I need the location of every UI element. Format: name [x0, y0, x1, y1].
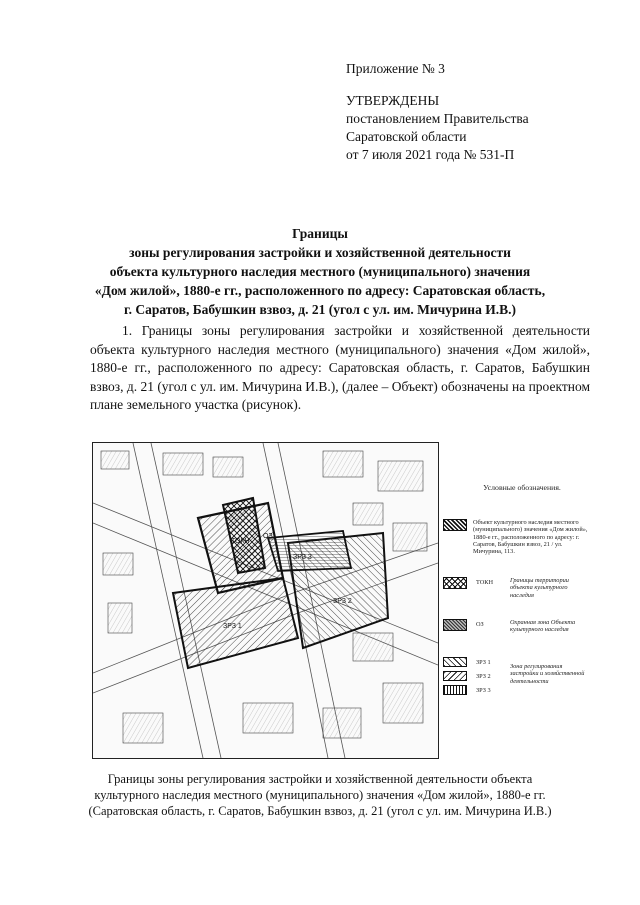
- legend-code-tokn: ТОКН: [476, 579, 494, 587]
- approval-line: постановлением Правительства: [346, 111, 529, 126]
- approval-block: [346, 60, 529, 164]
- legend-text-og: Охранная зона Объекта культурного наследия: [510, 619, 576, 634]
- map-label-tokn: ТОКН: [231, 538, 250, 545]
- appendix-number: Приложение № 3: [346, 61, 445, 76]
- legend-title: Условные обозначения.: [483, 483, 561, 492]
- legend-swatch-tokn: [443, 577, 467, 589]
- legend-code-og: ОЗ: [476, 621, 484, 629]
- legend-row-tokn: [443, 577, 593, 619]
- approval-line: Саратовской области: [346, 129, 467, 144]
- legend-row-zrz3: [443, 685, 593, 699]
- legend-row-object: [443, 519, 593, 577]
- document-title: [60, 224, 580, 319]
- caption-line: культурного наследия местного (муниципального) значения «Дом жилой», 1880-е гг.: [94, 788, 546, 802]
- legend-swatch-zrz2: [443, 671, 467, 681]
- map-legend: [443, 484, 593, 699]
- caption-line: Границы зоны регулирования застройки и хозяйственной деятельности объекта: [107, 772, 533, 786]
- legend-row-og: [443, 619, 593, 657]
- legend-code-zrz3: ЗРЗ 3: [476, 687, 491, 695]
- legend-swatch-object: [443, 519, 467, 531]
- title-line: г. Саратов, Бабушкин взвоз, д. 21 (угол с ул. им. Мичурина И.В.): [124, 302, 516, 317]
- legend-code-zrz1: ЗРЗ 1: [476, 659, 491, 667]
- approval-line: от 7 июля 2021 года № 531-П: [346, 147, 515, 162]
- legend-row-zrz2: [443, 671, 593, 685]
- caption-line: (Саратовская область, г. Саратов, Бабушкин взвоз, д. 21 (угол с ул. им. Мичурина И.В.): [88, 804, 552, 818]
- title-line: объекта культурного наследия местного (муниципального) значения: [109, 264, 531, 279]
- legend-swatch-zrz1: [443, 657, 467, 667]
- title-line: Границы: [292, 226, 348, 241]
- map-label-og: ОЗ: [263, 533, 273, 540]
- figure-caption: [40, 771, 600, 819]
- legend-swatch-zrz3: [443, 685, 467, 695]
- legend-text-zrz: Зона регулирования застройки и хозяйственной деятельности: [510, 663, 585, 685]
- body-paragraph: 1. Границы зоны регулирования застройки и хозяйственной деятельности объекта культурного наследия местного (муниципального) значения «Дом жилой», 1880-е гг., расположенного по адресу: Саратовская область, г. Саратов, Бабушкин взвоз, д. 21 (угол с ул. им. Мичурина И.В.), (далее – Объект) обозначены на проектном плане земельного участка (рисунок).: [90, 323, 591, 413]
- map-label-zrz2: ЗРЗ 2: [333, 598, 352, 605]
- title-line: зоны регулирования застройки и хозяйственной деятельности: [129, 245, 511, 260]
- legend-text-object: Объект культурного наследия местного (муниципального) значения «Дом жилой», 1880-е гг., расположенного по адресу: г. Саратов, Бабушкин взвоз, 21 / ул. Мичурина, 113.: [473, 519, 588, 556]
- approved-heading: УТВЕРЖДЕНЫ: [346, 93, 440, 108]
- site-plan-map: [92, 442, 439, 759]
- map-label-zrz3: ЗРЗ 3: [293, 554, 312, 561]
- title-line: «Дом жилой», 1880-е гг., расположенного по адресу: Саратовская область,: [94, 283, 546, 298]
- map-label-zrz1: ЗРЗ 1: [223, 623, 242, 630]
- legend-code-zrz2: ЗРЗ 2: [476, 673, 491, 681]
- legend-swatch-og: [443, 619, 467, 631]
- legend-text-tokn: Границы территории объекта культурного наследия: [510, 577, 569, 599]
- site-plan-drawing: [93, 443, 438, 758]
